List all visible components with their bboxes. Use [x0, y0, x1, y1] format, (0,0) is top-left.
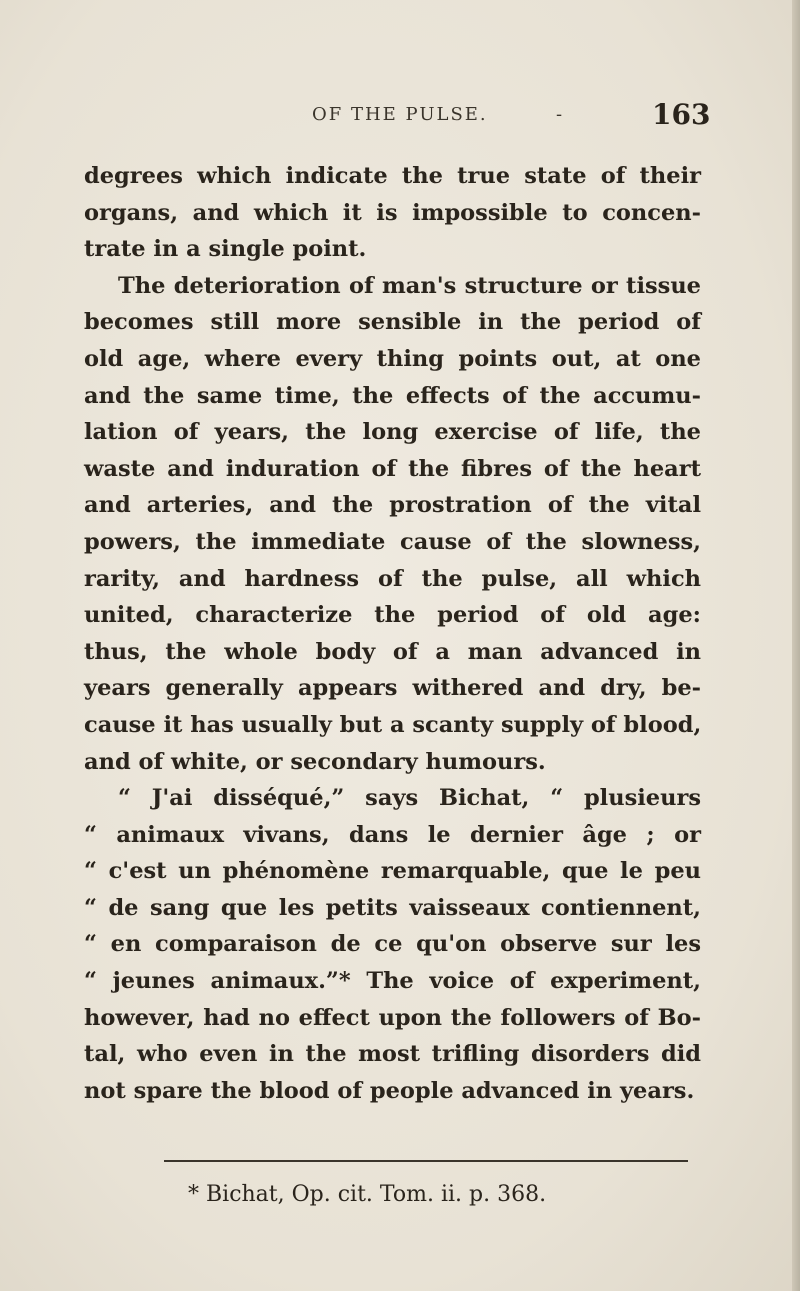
text-line: and arteries, and the prostration of the vital	[84, 492, 701, 519]
text-line: not spare the blood of people advanced in years.	[84, 1077, 695, 1104]
text-line: waste and induration of the fibres of the heart	[84, 455, 701, 482]
text-line: “ animaux vivans, dans le dernier âge ; or	[84, 821, 701, 848]
text-line: and of white, or secondary humours.	[84, 748, 546, 775]
text-line: degrees which indicate the true state of their	[84, 163, 701, 189]
text-line: thus, the whole body of a man advanced in	[84, 638, 701, 665]
text-line: and the same time, the effects of the accumu-	[84, 382, 701, 409]
text-line: cause it has usually but a scanty supply of blood,	[84, 711, 702, 738]
text-line: “ J'ai disséqué,” says Bichat, “ plusieurs	[118, 785, 701, 812]
text-line: “ c'est un phénomène remarquable, que le peu	[84, 858, 701, 885]
text-line: organs, and which it is impossible to concen-	[84, 199, 701, 226]
text-line: rarity, and hardness of the pulse, all which	[84, 565, 701, 592]
text-line: “ en comparaison de ce qu'on observe sur les	[84, 931, 701, 958]
page-edge	[792, 0, 800, 1291]
text-line: “ jeunes animaux.”* The voice of experiment,	[84, 968, 701, 995]
footnote-rule	[164, 1160, 688, 1162]
text-line: tal, who even in the most trifling disorders did	[84, 1041, 701, 1068]
text-line: The deterioration of man's structure or tissue	[118, 272, 701, 299]
body-text	[84, 158, 701, 1109]
text-line: “ de sang que les petits vaisseaux contiennent,	[84, 894, 701, 921]
running-head-title: OF THE PULSE.	[312, 104, 488, 125]
text-line: lation of years, the long exercise of life, the	[84, 419, 701, 446]
text-line: however, had no effect upon the followers of Bo-	[84, 1004, 701, 1031]
page-number: 163	[652, 98, 711, 131]
footnote: * Bichat, Op. cit. Tom. ii. p. 368.	[188, 1182, 547, 1207]
running-head-dash: -	[556, 104, 563, 125]
text-line: powers, the immediate cause of the slowness,	[84, 528, 701, 555]
text-line: years generally appears withered and dry, be-	[84, 675, 701, 702]
text-line: united, characterize the period of old age:	[84, 602, 701, 629]
text-line: becomes still more sensible in the period of	[84, 309, 701, 336]
text-line: old age, where every thing points out, at one	[84, 345, 701, 372]
text-line: trate in a single point.	[84, 236, 367, 263]
running-head	[0, 98, 800, 138]
